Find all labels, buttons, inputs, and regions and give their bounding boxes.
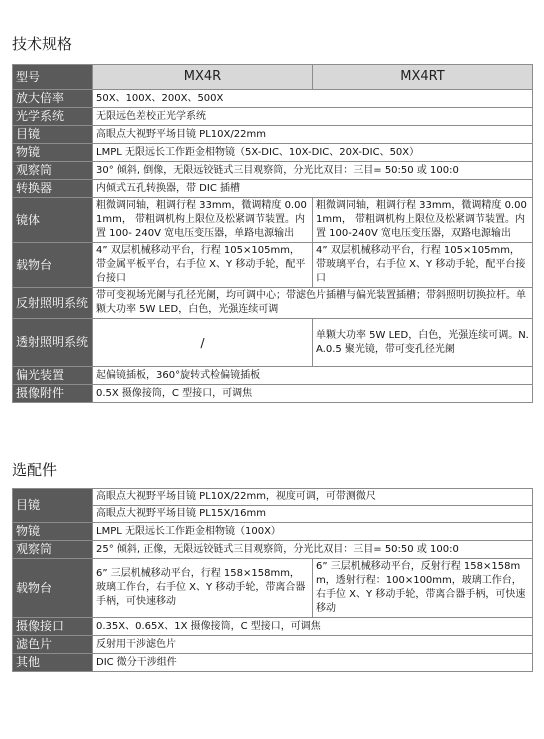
row-label-body: 镜体 — [13, 198, 93, 243]
reflected-value: 带可变视场光阑与孔径光阑，均可调中心；带滤色片插槽与偏光装置插槽；带斜照明切换拉杆。单颗大功率 5W LED，白色，光强连续可调 — [93, 288, 533, 319]
row-label-optical: 光学系统 — [13, 108, 93, 126]
opt-eyepiece-value-1: 高眼点大视野平场目镜 PL10X/22mm，视度可调，可带测微尺 — [93, 489, 533, 506]
row-label-opt-objective: 物镜 — [13, 523, 93, 541]
table-row — [13, 636, 533, 654]
table-row — [13, 489, 533, 506]
row-label-magnification: 放大倍率 — [13, 90, 93, 108]
body-mx4rt-value: 粗微调同轴，粗调行程 33mm，微调精度 0.001mm， 带粗调机构上限位及松紧调节装置。内置 100-240V 宽电压变压器，双路电源输出 — [313, 198, 533, 243]
optical-value: 无限远色差校正光学系统 — [93, 108, 533, 126]
table-row — [13, 559, 533, 618]
objective-value: LMPL 无限远长工作距金相物镜（5X-DIC、10X-DIC、20X-DIC、50X） — [93, 144, 533, 162]
body-mx4r-value: 粗微调同轴，粗调行程 33mm，微调精度 0.001mm， 带粗调机构上限位及松紧调节装置。内置 100- 240V 宽电压变压器，单路电源输出 — [93, 198, 313, 243]
row-label-transmitted: 透射照明系统 — [13, 319, 93, 367]
row-label-opt-other: 其他 — [13, 654, 93, 672]
row-label-eyepiece: 目镜 — [13, 126, 93, 144]
spec-table — [12, 64, 533, 403]
row-label-polarizer: 偏光装置 — [13, 367, 93, 385]
transmitted-mx4rt-value: 单颗大功率 5W LED，白色，光强连续可调。N.A.0.5 聚光镜，带可变孔径光阑 — [313, 319, 533, 367]
table-row — [13, 108, 533, 126]
row-label-reflected: 反射照明系统 — [13, 288, 93, 319]
magnification-value: 50X、100X、200X、500X — [93, 90, 533, 108]
opt-filter-value: 反射用干涉滤色片 — [93, 636, 533, 654]
opt-other-value: DIC 微分干涉组件 — [93, 654, 533, 672]
row-label-nosepiece: 转换器 — [13, 180, 93, 198]
table-row — [13, 654, 533, 672]
table-row — [13, 618, 533, 636]
row-label-camera: 摄像附件 — [13, 385, 93, 403]
row-label-opt-eyepiece: 目镜 — [13, 489, 93, 523]
head-value: 30° 倾斜, 倒像，无限远铰链式三目观察筒，分光比双目：三目= 50:50 或 100:0 — [93, 162, 533, 180]
row-label-opt-head: 观察筒 — [13, 541, 93, 559]
table-row — [13, 319, 533, 367]
table-row — [13, 180, 533, 198]
opt-stage-mx4rt-value: 6” 三层机械移动平台，反射行程 158×158mm，透射行程：100×100mm，玻璃工作台，右手位 X、Y 移动手轮，带离合器手柄，可快速移动 — [313, 559, 533, 618]
row-label-opt-camera: 摄像接口 — [13, 618, 93, 636]
table-row — [13, 385, 533, 403]
table-row — [13, 288, 533, 319]
row-label-opt-filter: 滤色片 — [13, 636, 93, 654]
row-label-model: 型号 — [13, 65, 93, 90]
opt-eyepiece-value-2: 高眼点大视野平场目镜 PL15X/16mm — [93, 506, 533, 523]
table-header-row — [13, 65, 533, 90]
table-row — [13, 198, 533, 243]
table-row — [13, 90, 533, 108]
transmitted-mx4r-value: / — [93, 319, 313, 367]
model-mx4rt: MX4RT — [313, 65, 533, 90]
nosepiece-value: 内倾式五孔转换器，带 DIC 插槽 — [93, 180, 533, 198]
stage-mx4rt-value: 4” 双层机械移动平台，行程 105×105mm，带玻璃平台，右手位 X、Y 移动手轮，配平台接口 — [313, 243, 533, 288]
row-label-objective: 物镜 — [13, 144, 93, 162]
opt-stage-mx4r-value: 6” 三层机械移动平台，行程 158×158mm，玻璃工作台，右手位 X、Y 移动手轮，带离合器手柄，可快速移动 — [93, 559, 313, 618]
stage-mx4r-value: 4” 双层机械移动平台，行程 105×105mm，带金属平板平台，右手位 X、Y 移动手轮，配平台接口 — [93, 243, 313, 288]
row-label-head: 观察筒 — [13, 162, 93, 180]
eyepiece-value: 高眼点大视野平场目镜 PL10X/22mm — [93, 126, 533, 144]
table-row — [13, 367, 533, 385]
opt-objective-value: LMPL 无限远长工作距金相物镜（100X） — [93, 523, 533, 541]
options-section-title: 选配件 — [12, 461, 58, 479]
table-row — [13, 243, 533, 288]
table-row — [13, 162, 533, 180]
row-label-opt-stage: 载物台 — [13, 559, 93, 618]
row-label-stage: 载物台 — [13, 243, 93, 288]
camera-value: 0.5X 摄像接筒，C 型接口，可调焦 — [93, 385, 533, 403]
table-row — [13, 541, 533, 559]
opt-camera-value: 0.35X、0.65X、1X 摄像接筒，C 型接口，可调焦 — [93, 618, 533, 636]
spec-section-title: 技术规格 — [12, 35, 73, 53]
table-row — [13, 126, 533, 144]
polarizer-value: 起偏镜插板，360°旋转式检偏镜插板 — [93, 367, 533, 385]
table-row — [13, 523, 533, 541]
model-mx4r: MX4R — [93, 65, 313, 90]
table-row — [13, 144, 533, 162]
opt-head-value: 25° 倾斜, 正像，无限远铰链式三目观察筒，分光比双目：三目= 50:50 或 100:0 — [93, 541, 533, 559]
options-table — [12, 488, 533, 672]
